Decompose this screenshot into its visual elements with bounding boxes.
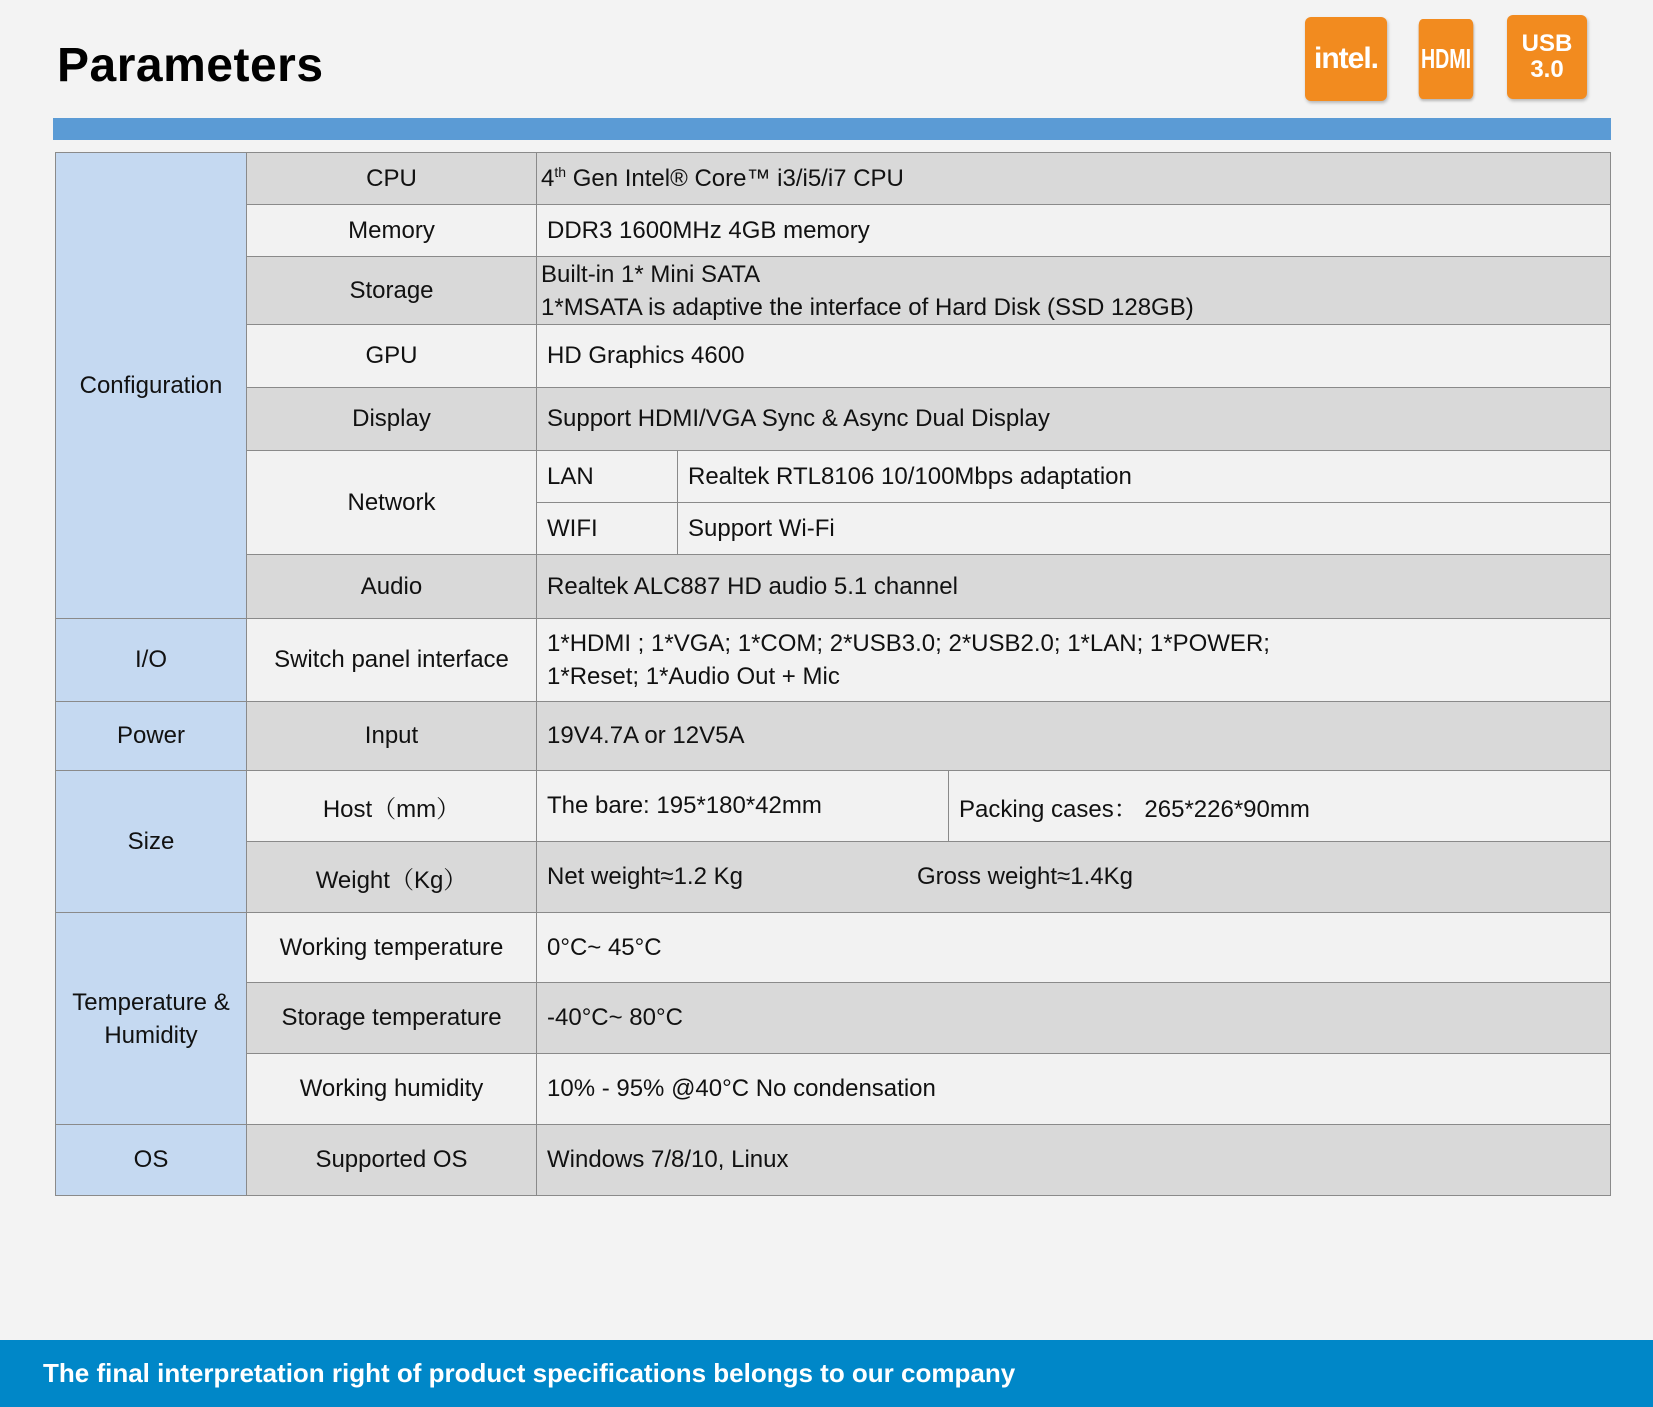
- sub-param-wifi: WIFI: [537, 503, 678, 555]
- value-switch-panel-line2: 1*Reset; 1*Audio Out + Mic: [547, 663, 840, 690]
- value-cpu: 4th Gen Intel® Core™ i3/i5/i7 CPU: [537, 153, 1611, 205]
- value-weight: [537, 842, 1611, 913]
- usb3-logo-line1: USB: [1521, 30, 1573, 57]
- param-storage: Storage: [247, 257, 537, 325]
- value-memory: DDR3 1600MHz 4GB memory: [537, 205, 1611, 257]
- table-row-os: [56, 1125, 1611, 1196]
- table-row-display: [56, 388, 1611, 451]
- value-gpu: HD Graphics 4600: [537, 325, 1611, 388]
- param-memory: Memory: [247, 205, 537, 257]
- header-divider-bar: [53, 118, 1611, 140]
- value-gross-weight: Gross weight≈1.4Kg: [917, 863, 1133, 890]
- footer-disclaimer: The final interpretation right of product specifications belongs to our company: [0, 1340, 1653, 1407]
- table-row-weight: [56, 842, 1611, 913]
- value-net-weight: Net weight≈1.2 Kg: [547, 863, 743, 890]
- usb3-logo-line2: 3.0: [1530, 56, 1564, 83]
- value-switch-panel: [537, 619, 1611, 702]
- value-wifi: Support Wi-Fi: [678, 503, 1611, 555]
- param-network: Network: [247, 451, 537, 555]
- table-row-io: [56, 619, 1611, 702]
- value-storage-line2: 1*MSATA is adaptive the interface of Hard Disk (SSD 128GB): [541, 293, 1194, 321]
- table-row-network-lan: [56, 451, 1611, 503]
- param-supported-os: Supported OS: [247, 1125, 537, 1196]
- param-display: Display: [247, 388, 537, 451]
- table-row-working-temperature: [56, 913, 1611, 983]
- table-row-cpu: [56, 153, 1611, 205]
- value-storage-line1: Built-in 1* Mini SATA: [541, 260, 761, 288]
- param-audio: Audio: [247, 555, 537, 619]
- value-working-humidity: 10% - 95% @40°C No condensation: [537, 1054, 1611, 1125]
- param-weight: Weight（Kg）: [247, 842, 537, 913]
- value-working-temperature: 0°C~ 45°C: [537, 913, 1611, 983]
- table-row-storage: [56, 257, 1611, 325]
- table-row-working-humidity: [56, 1054, 1611, 1125]
- table-row-memory: [56, 205, 1611, 257]
- page-title: Parameters: [57, 39, 324, 92]
- hdmi-logo: HDMI: [1419, 19, 1474, 99]
- param-working-humidity: Working humidity: [247, 1054, 537, 1125]
- value-supported-os: Windows 7/8/10, Linux: [537, 1125, 1611, 1196]
- table-row-audio: [56, 555, 1611, 619]
- spec-table: [55, 152, 1611, 1196]
- table-row-power: [56, 702, 1611, 771]
- category-configuration: Configuration: [56, 153, 247, 619]
- param-storage-temperature: Storage temperature: [247, 983, 537, 1054]
- category-temperature-humidity: Temperature & Humidity: [56, 913, 247, 1125]
- value-audio: Realtek ALC887 HD audio 5.1 channel: [537, 555, 1611, 619]
- param-cpu: CPU: [247, 153, 537, 205]
- category-io: I/O: [56, 619, 247, 702]
- usb3-logo: [1507, 15, 1587, 99]
- category-size: Size: [56, 771, 247, 913]
- category-power: Power: [56, 702, 247, 771]
- param-input: Input: [247, 702, 537, 771]
- table-row-gpu: [56, 325, 1611, 388]
- param-working-temperature: Working temperature: [247, 913, 537, 983]
- param-switch-panel: Switch panel interface: [247, 619, 537, 702]
- table-row-storage-temperature: [56, 983, 1611, 1054]
- value-host-packing: Packing cases： 265*226*90mm: [949, 771, 1611, 842]
- value-input: 19V4.7A or 12V5A: [537, 702, 1611, 771]
- sub-param-lan: LAN: [537, 451, 678, 503]
- category-os: OS: [56, 1125, 247, 1196]
- value-display: Support HDMI/VGA Sync & Async Dual Display: [537, 388, 1611, 451]
- intel-logo: intel.: [1305, 17, 1387, 101]
- value-lan: Realtek RTL8106 10/100Mbps adaptation: [678, 451, 1611, 503]
- param-host: Host（mm）: [247, 771, 537, 842]
- value-storage-temperature: -40°C~ 80°C: [537, 983, 1611, 1054]
- value-storage: [537, 257, 1611, 325]
- table-row-host: [56, 771, 1611, 842]
- value-switch-panel-line1: 1*HDMI ; 1*VGA; 1*COM; 2*USB3.0; 2*USB2.0; 1*LAN; 1*POWER;: [547, 630, 1270, 657]
- param-gpu: GPU: [247, 325, 537, 388]
- value-host-bare: The bare: 195*180*42mm: [537, 771, 949, 842]
- feature-badges: [0, 15, 1653, 105]
